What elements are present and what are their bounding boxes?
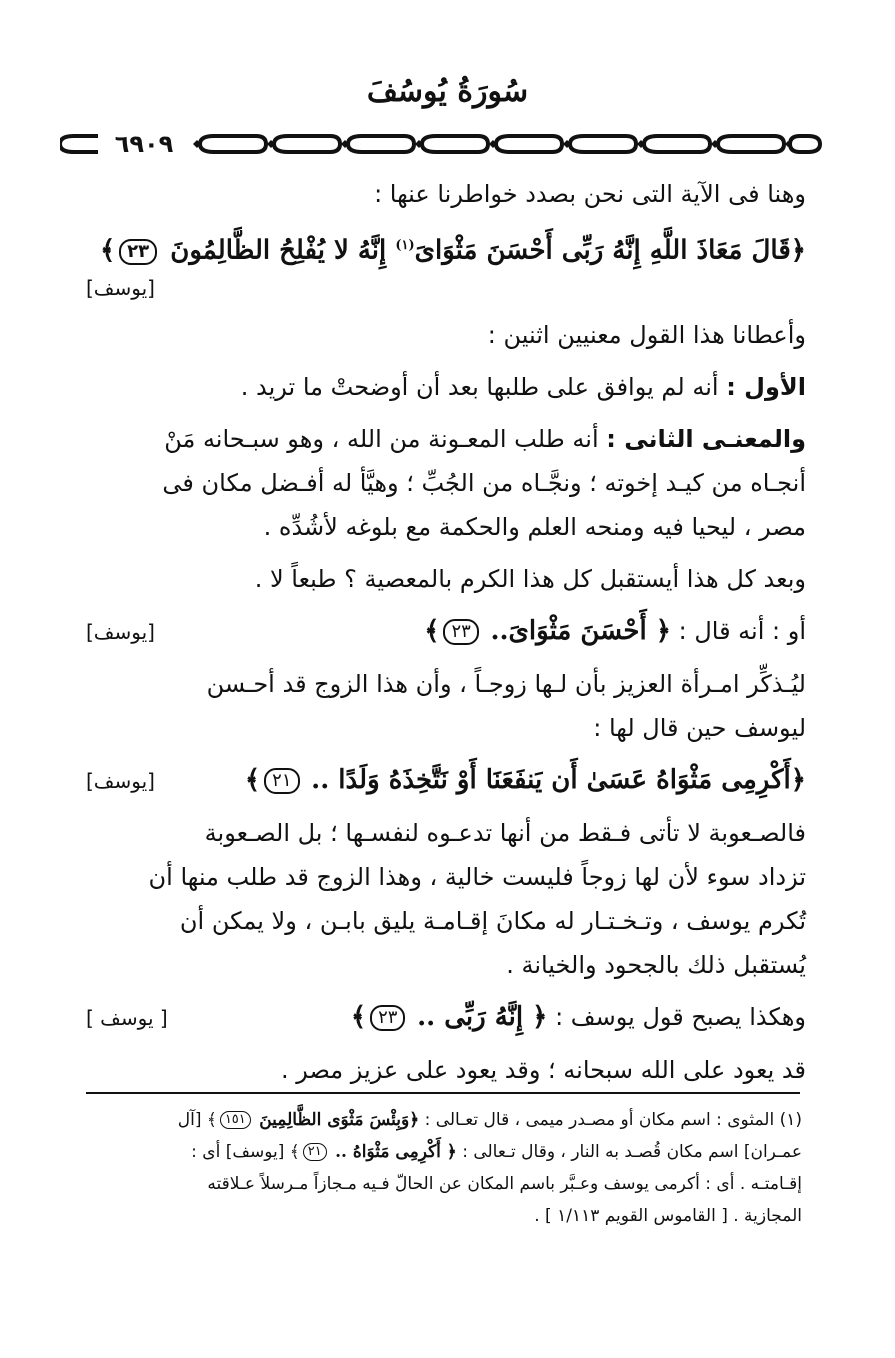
verse-lead-text: وهكذا يصبح قول يوسف : [555, 1002, 806, 1031]
paragraph [86, 172, 806, 216]
main-text [86, 172, 806, 1100]
footnote-text: (١) المثوى : اسم مكان أو مصـدر ميمى ، قال تعـالى : [424, 1110, 802, 1130]
text-line: وأعطانا هذا القول معنيين اثنين : [487, 320, 806, 349]
ayah-number-badge: ٢٣ [443, 619, 478, 645]
footnote-verse: ﴿وَبِئْسَ مَثْوَى الظَّالِمِينَ [259, 1110, 420, 1130]
paragraph [86, 557, 806, 601]
ayah-number-badge: ١٥١ [220, 1111, 251, 1129]
verse-block [86, 995, 806, 1040]
verse-block [86, 609, 806, 654]
paragraph [86, 811, 806, 987]
quran-verse [86, 224, 806, 273]
footnote-line: إقـامتـه . أى : أكرمى يوسف وعـبَّر باسم المكان عن الحالّ فـيه مـجازاً مـرسلاً عـلاقته [207, 1174, 802, 1194]
paragraph [86, 417, 806, 549]
verse-block [86, 758, 806, 803]
verse-block [86, 224, 806, 303]
footnote-line [86, 1104, 802, 1136]
verse-text: إِنَّهُ لا يُفْلِحُ الظَّالِمُونَ [170, 235, 387, 266]
verse-close-bracket: ﴾ [99, 235, 116, 266]
ayah-number-badge: ٢٣ [119, 239, 157, 265]
ayah-number-badge: ٢١ [303, 1143, 327, 1161]
text-line: قد يعود على الله سبحانه ؛ وقد يعود على عزيز مصر . [280, 1055, 806, 1084]
verse-text: ﴿أَكْرِمِى مَثْوَاهُ عَسَىٰ أَن يَنفَعَنَا أَوْ نَتَّخِذَهُ وَلَدًا .. [311, 764, 806, 795]
paragraph [86, 1048, 806, 1092]
verse-text: ﴿قَالَ مَعَاذَ اللَّهِ إِنَّهُ رَبِّى أَحْسَنَ مَثْوَاىَ [414, 235, 806, 266]
verse-close-bracket: ﴾ [244, 764, 261, 795]
text-line: ليوسف حين قال لها : [593, 713, 806, 742]
text-line: أنه طلب المعـونة من الله ، وهو سبـحانه مَنْ [164, 424, 599, 453]
footnote-text: ﴾ [يوسف] أى : [191, 1142, 300, 1162]
text-line: أنه لم يوافق على طلبها بعد أن أوضحتْ ما تريد . [240, 372, 719, 401]
text-line: أنجـاه من كيـد إخوته ؛ ونجَّـاه من الجُبِّ ؛ وهيَّأ له أفـضل مكان فى [162, 468, 806, 497]
ayah-number-badge: ٢٣ [370, 1005, 405, 1031]
verse-close-bracket: ﴾ [424, 615, 440, 646]
surah-reference: [يوسف] [86, 768, 155, 793]
footnote-line: المجازية . [ القاموس القويم ١/١١٣ ] . [534, 1206, 802, 1226]
surah-reference: [يوسف] [86, 275, 155, 300]
ayah-number-badge: ٢١ [264, 768, 299, 794]
paragraph [86, 365, 806, 409]
footnote-text: ﴾ [آل [177, 1110, 217, 1130]
paragraph [86, 662, 806, 750]
text-line: مصر ، ليحيا فيه ومنحه العلم والحكمة مع بلوغه لأشُدِّه . [263, 512, 806, 541]
text-line: ليُـذكِّر امـرأة العزيز بأن لـها زوجـاً ، وأن هذا الزوج قد أحـسن [206, 669, 806, 698]
footnote-marker: (١) [395, 238, 415, 253]
verse-lead-text: أو : أنه قال : [678, 616, 806, 645]
surah-reference: [ يوسف ] [86, 1005, 168, 1030]
text-line: وهنا فى الآية التى نحن بصدد خواطرنا عنها : [374, 180, 806, 208]
text-line: يُستقبل ذلك بالجحود والخيانة . [506, 950, 806, 979]
text-line: تُكرم يوسف ، وتـخـتـار له مكانَ إقـامـة يليق بابـن ، ولا يمكن أن [179, 906, 806, 935]
footnote-divider [86, 1092, 800, 1094]
bold-lead: الأول : [726, 372, 806, 401]
paragraph [86, 313, 806, 357]
surah-title: سُورَةُ يُوسُفَ [366, 74, 529, 109]
page-number: ٦٩٠٩ [98, 129, 190, 159]
text-line: فالصـعوبة لا تأتى فـقط من أنها تدعـوه لنفسـها ؛ بل الصـعوبة [204, 818, 806, 847]
surah-reference: [يوسف] [86, 619, 155, 644]
text-line: تزداد سوء لأن لها زوجاً فليست خالية ، وهذا الزوج قد طلب منها أن [148, 862, 806, 891]
footnote-line [86, 1136, 802, 1168]
footnote-text: عمـران] اسم مكان قُصـد به النار ، وقال تـعالى : [462, 1142, 802, 1162]
text-line: وبعد كل هذا أيستقبل كل هذا الكرم بالمعصية ؟ طبعاً لا . [254, 564, 806, 593]
footnote-verse: ﴿ أَكْرِمِى مَثْوَاهُ .. [335, 1142, 457, 1162]
verse-text: ﴿ إِنَّهُ رَبِّى .. [417, 1001, 548, 1032]
footnote [86, 1104, 802, 1232]
verse-text: ﴿ أَحْسَنَ مَثْوَاىَ.. [490, 615, 671, 646]
verse-close-bracket: ﴾ [350, 1001, 367, 1032]
bold-lead: والمعنـى الثانى : [606, 424, 806, 453]
